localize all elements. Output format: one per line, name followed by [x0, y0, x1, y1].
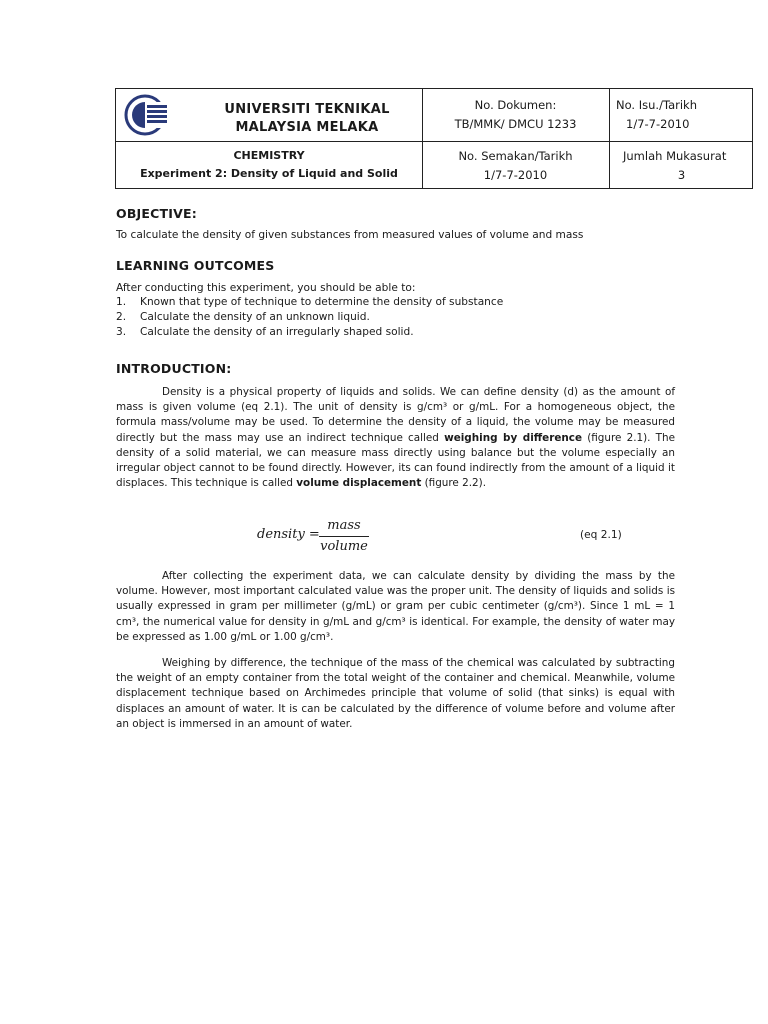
list-item-number: 1. [116, 296, 127, 308]
document-number-value: TB/MMK/ DMCU 1233 [454, 117, 577, 131]
equation-denominator: volume [320, 539, 368, 554]
equation-fraction [319, 518, 369, 555]
issue-date-value: 1/7-7-2010 [626, 117, 690, 131]
university-name-line1: UNIVERSITI TEKNIKAL [224, 102, 390, 117]
objective-heading: OBJECTIVE: [116, 206, 197, 221]
document-number-label: No. Dokumen: [474, 98, 557, 112]
introduction-paragraph-3 [116, 656, 675, 732]
page-count-label: Jumlah Mukasurat [623, 149, 727, 163]
list-item [116, 295, 676, 310]
table-divider [116, 141, 752, 142]
university-logo-icon [123, 94, 171, 136]
introduction-heading: INTRODUCTION: [116, 361, 232, 376]
list-item-text: Known that type of technique to determine the density of substance [140, 296, 504, 308]
paragraph-text: (figure 2.1). The density of a solid material, we can measure mass directly using balance but the volume especially an irregular object cannot to be found directly. However, its can found indirectly from the amount of a liquid it displaces. This technique is called [116, 431, 675, 490]
page-count-cell [609, 147, 754, 185]
paragraph-text: (figure 2.2). [421, 477, 486, 490]
paragraph-text: Density is a physical property of liquids and solids. We can define density (d) as the amount of mass is given volume (eq 2.1). The unit of density is g/cm³ or g/mL. For a homogeneous object, the formula mass/volume may be used. To determine the density of a liquid, the volume may be measured directly but the mass may use an indirect technique called [116, 386, 675, 444]
experiment-title: Experiment 2: Density of Liquid and Solid [140, 167, 398, 180]
term-volume-displacement: volume displacement [296, 477, 422, 490]
list-item [116, 310, 676, 325]
list-item-text: Calculate the density of an unknown liquid. [140, 311, 370, 323]
paragraph-text: After collecting the experiment data, we can calculate density by dividing the mass by the volume. However, most important calculated value was the proper unit. The density of liquids and solids is usually expressed in gram per millimeter (g/mL) or gram per cubic centimeter (g/cm³). Since 1 mL = 1 cm³, the numerical value for density in g/mL and g/cm³ is identical. For example, the density of water may be expressed as 1.00 g/mL or 1.00 g/cm³. [116, 570, 675, 643]
course-cell [116, 147, 422, 183]
document-header-table [115, 88, 753, 189]
issue-date-cell [616, 96, 756, 134]
list-item-text: Calculate the density of an irregularly shaped solid. [140, 326, 414, 338]
page-count-value: 3 [677, 168, 686, 182]
introduction-paragraph-2 [116, 569, 675, 645]
university-name-line2: MALAYSIA MELAKA [235, 120, 379, 135]
term-weighing-by-difference: weighing by difference [444, 431, 582, 444]
introduction-paragraph-1 [116, 385, 675, 491]
revision-cell [422, 147, 609, 185]
equation-numerator: mass [327, 518, 361, 533]
fraction-bar [319, 536, 369, 537]
revision-label: No. Semakan/Tarikh [458, 149, 573, 163]
learning-outcomes-heading: LEARNING OUTCOMES [116, 258, 275, 273]
list-item-number: 3. [116, 326, 127, 338]
issue-date-label: No. Isu./Tarikh [616, 98, 697, 112]
paragraph-text: Weighing by difference, the technique of the mass of the chemical was calculated by subtracting the weight of an empty container from the total weight of the container and chemical. Meanwhile, volume displacement technique based on Archimedes principle that volume of solid (that sinks) is equal with displaces an amount of water. It is can be calculated by the difference of volume before and volume after an object is immersed in an amount of water. [116, 657, 675, 730]
subject-title: CHEMISTRY [233, 149, 305, 162]
document-number-cell [422, 96, 609, 134]
learning-outcomes-intro: After conducting this experiment, you should be able to: [116, 282, 416, 294]
list-item-number: 2. [116, 311, 127, 323]
equation-lhs: density = [257, 527, 320, 542]
objective-text: To calculate the density of given substances from measured values of volume and mass [116, 229, 584, 241]
university-name [196, 101, 418, 137]
learning-outcomes-list [116, 295, 676, 340]
equation-label: (eq 2.1) [580, 529, 622, 541]
revision-value: 1/7-7-2010 [483, 168, 548, 182]
list-item [116, 325, 676, 340]
